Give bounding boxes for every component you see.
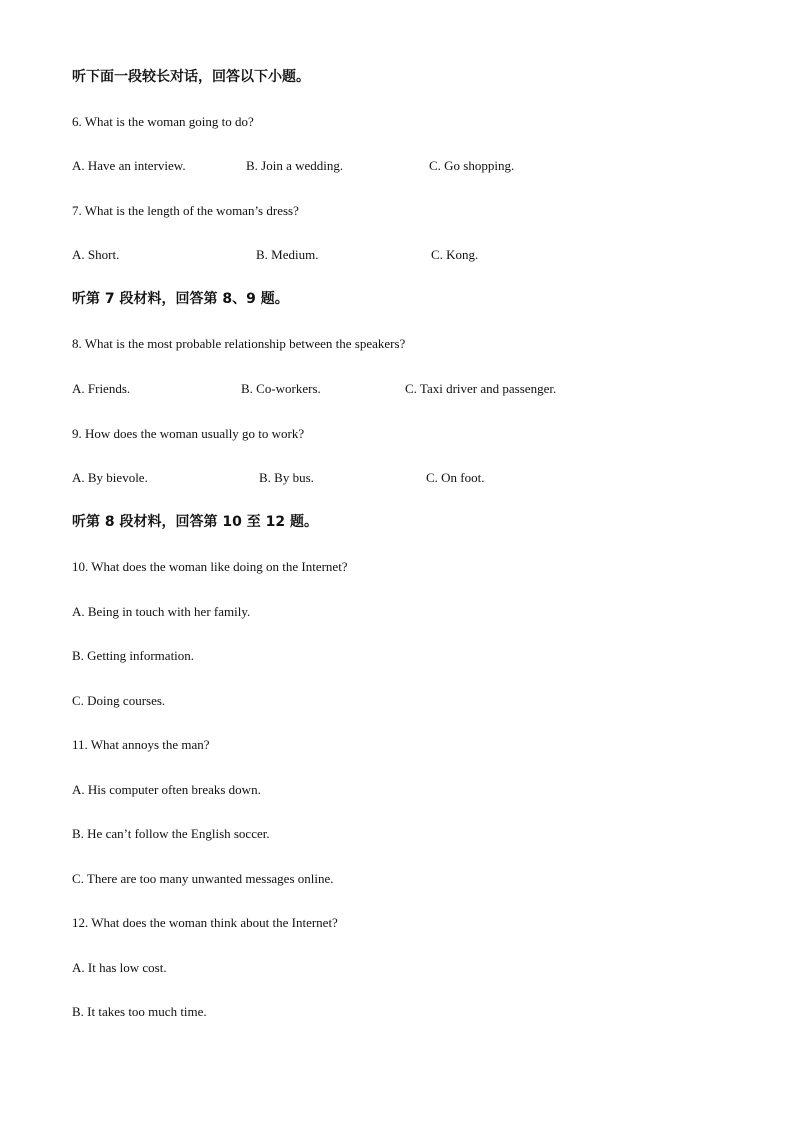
q10-option-a: A. Being in touch with her family.: [72, 604, 251, 619]
q7-option-b: B. Medium.: [256, 247, 319, 262]
q7-option-a: A. Short.: [72, 247, 120, 262]
section-heading: 听第 7 段材料，回答第 8、9 题。: [72, 291, 289, 307]
q8-option-b: B. Co-workers.: [241, 381, 321, 396]
q7-option-c: C. Kong.: [431, 247, 479, 262]
q11-option-b: B. He can’t follow the English soccer.: [72, 826, 270, 841]
q12-option-a: A. It has low cost.: [72, 960, 167, 975]
question-12: 12. What does the woman think about the Internet?: [72, 915, 338, 930]
question-6: 6. What is the woman going to do?: [72, 114, 254, 129]
question-10: 10. What does the woman like doing on the Internet?: [72, 559, 348, 574]
section-heading: 听第 8 段材料，回答第 10 至 12 题。: [72, 514, 318, 530]
q12-option-b: B. It takes too much time.: [72, 1004, 207, 1019]
q10-option-c: C. Doing courses.: [72, 693, 166, 708]
section-heading: 听下面一段较长对话，回答以下小题。: [72, 69, 310, 85]
q9-option-a: A. By bievole.: [72, 470, 148, 485]
q9-option-b: B. By bus.: [259, 470, 314, 485]
question-9: 9. How does the woman usually go to work?: [72, 426, 305, 441]
question-7: 7. What is the length of the woman’s dress?: [72, 203, 299, 218]
q8-option-a: A. Friends.: [72, 381, 131, 396]
question-8: 8. What is the most probable relationship between the speakers?: [72, 336, 406, 351]
q8-option-c: C. Taxi driver and passenger.: [405, 381, 557, 396]
q6-option-b: B. Join a wedding.: [246, 158, 344, 173]
q11-option-c: C. There are too many unwanted messages online.: [72, 871, 334, 886]
q9-option-c: C. On foot.: [426, 470, 485, 485]
q10-option-b: B. Getting information.: [72, 648, 195, 663]
q6-option-c: C. Go shopping.: [429, 158, 515, 173]
q6-option-a: A. Have an interview.: [72, 158, 186, 173]
question-11: 11. What annoys the man?: [72, 737, 210, 752]
q11-option-a: A. His computer often breaks down.: [72, 782, 261, 797]
